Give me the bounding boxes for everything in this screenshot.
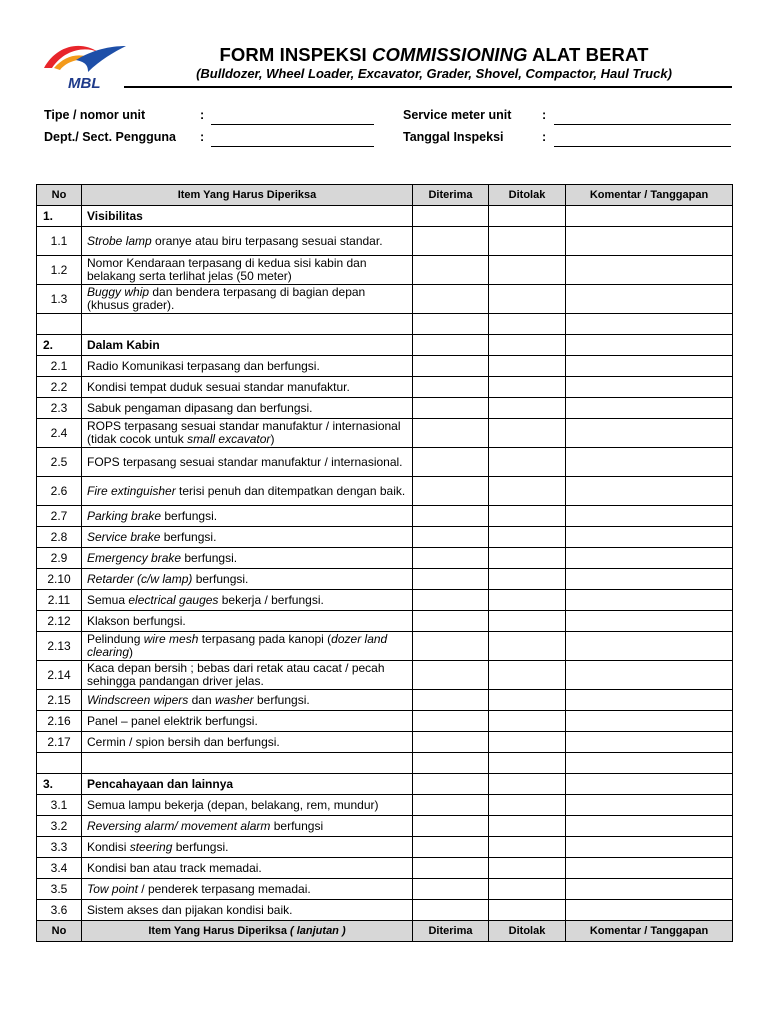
rejected-cell[interactable] xyxy=(489,448,566,477)
comment-cell[interactable] xyxy=(566,419,733,448)
rejected-cell[interactable] xyxy=(489,285,566,314)
item-text: Kondisi ban atau track memadai. xyxy=(87,860,262,875)
section-number: 2. xyxy=(37,335,82,356)
item-term: Buggy whip xyxy=(87,285,150,299)
inspection-table xyxy=(36,184,733,942)
item-term: Strobe lamp xyxy=(87,233,152,248)
rejected-cell[interactable] xyxy=(489,837,566,858)
item-description xyxy=(82,448,413,477)
item-number: 2.15 xyxy=(37,690,82,711)
item-text: dan bendera terpasang di bagian depan (khusus grader). xyxy=(87,285,366,312)
comment-cell[interactable] xyxy=(566,448,733,477)
item-text: Panel – panel elektrik berfungsi. xyxy=(87,713,258,728)
accepted-cell[interactable] xyxy=(413,227,489,256)
rejected-cell[interactable] xyxy=(489,795,566,816)
item-number: 2.17 xyxy=(37,732,82,753)
comment-cell[interactable] xyxy=(566,227,733,256)
accepted-cell[interactable] xyxy=(413,732,489,753)
comment-cell[interactable] xyxy=(566,590,733,611)
table-row xyxy=(37,632,733,661)
department-field[interactable] xyxy=(211,146,374,147)
accepted-cell[interactable] xyxy=(413,900,489,921)
item-description xyxy=(82,227,413,256)
accepted-cell[interactable] xyxy=(413,569,489,590)
accepted-cell[interactable] xyxy=(413,256,489,285)
service-meter-colon: : xyxy=(542,108,547,122)
item-text: berfungsi xyxy=(270,818,324,833)
item-text: terpasang pada kanopi ( xyxy=(198,632,332,646)
empty-cell xyxy=(37,314,82,335)
accepted-cell[interactable] xyxy=(413,398,489,419)
header-comment: Komentar / Tanggapan xyxy=(566,921,733,942)
item-text: berfungsi. xyxy=(192,571,249,586)
accepted-cell[interactable] xyxy=(413,711,489,732)
item-text: Nomor Kendaraan terpasang di kedua sisi kabin dan belakang serta terlihat jelas (50 meter) xyxy=(87,256,367,283)
item-description xyxy=(82,356,413,377)
item-term: steering xyxy=(129,839,173,854)
company-logo xyxy=(40,38,128,90)
item-number: 1.1 xyxy=(37,227,82,256)
item-text: dan xyxy=(188,692,215,707)
header-item xyxy=(82,185,413,206)
accepted-cell[interactable] xyxy=(413,632,489,661)
rejected-cell[interactable] xyxy=(489,711,566,732)
item-text: Kondisi xyxy=(87,839,130,854)
department-label: Dept./ Sect. Pengguna xyxy=(44,130,176,144)
item-description xyxy=(82,816,413,837)
item-text: Pelindung xyxy=(87,632,144,646)
table-row xyxy=(37,477,733,506)
accepted-cell[interactable] xyxy=(413,285,489,314)
accepted-cell[interactable] xyxy=(413,590,489,611)
item-text: Cermin / spion bersih dan berfungsi. xyxy=(87,734,280,749)
section-title: Dalam Kabin xyxy=(82,335,413,356)
section-number: 1. xyxy=(37,206,82,227)
table-row xyxy=(37,858,733,879)
header-item-suffix: ( lanjutan ) xyxy=(290,924,346,937)
comment-cell[interactable] xyxy=(566,661,733,690)
accepted-cell[interactable] xyxy=(413,774,489,795)
accepted-cell[interactable] xyxy=(413,879,489,900)
department-colon: : xyxy=(200,130,205,144)
item-term: small excavator xyxy=(187,432,271,446)
section-title: Pencahayaan dan lainnya xyxy=(82,774,413,795)
rejected-cell[interactable] xyxy=(489,816,566,837)
item-description xyxy=(82,632,413,661)
section-number: 3. xyxy=(37,774,82,795)
spacer-row xyxy=(37,314,733,335)
item-description xyxy=(82,661,413,690)
item-number: 3.2 xyxy=(37,816,82,837)
rejected-cell[interactable] xyxy=(489,356,566,377)
item-description xyxy=(82,611,413,632)
table-row xyxy=(37,732,733,753)
item-text: Kondisi tempat duduk sesuai standar manufaktur. xyxy=(87,379,350,394)
empty-cell xyxy=(566,314,733,335)
item-number: 2.14 xyxy=(37,661,82,690)
item-description xyxy=(82,377,413,398)
table-row xyxy=(37,795,733,816)
comment-cell[interactable] xyxy=(566,548,733,569)
item-number: 2.6 xyxy=(37,477,82,506)
header-rejected: Ditolak xyxy=(489,921,566,942)
item-number: 1.3 xyxy=(37,285,82,314)
comment-cell[interactable] xyxy=(566,632,733,661)
title-part1: FORM INSPEKSI xyxy=(219,44,372,65)
item-text: Klakson berfungsi. xyxy=(87,613,186,628)
item-text: ) xyxy=(270,432,275,446)
comment-cell[interactable] xyxy=(566,569,733,590)
accepted-cell[interactable] xyxy=(413,527,489,548)
inspection-date-label: Tanggal Inspeksi xyxy=(403,130,504,144)
item-term: Service brake xyxy=(87,529,161,544)
item-text: Radio Komunikasi terpasang dan berfungsi. xyxy=(87,358,320,373)
accepted-cell[interactable] xyxy=(413,690,489,711)
accepted-cell[interactable] xyxy=(413,795,489,816)
comment-cell[interactable] xyxy=(566,900,733,921)
item-text: terisi penuh dan ditempatkan dengan baik. xyxy=(175,483,406,498)
comment-cell[interactable] xyxy=(566,335,733,356)
item-text: berfungsi. xyxy=(181,550,238,565)
item-text: berfungsi. xyxy=(160,529,217,544)
item-text: FOPS terpasang sesuai standar manufaktur / internasional. xyxy=(87,454,403,469)
item-term: Windscreen wipers xyxy=(87,692,189,707)
rejected-cell[interactable] xyxy=(489,227,566,256)
item-description xyxy=(82,590,413,611)
header-comment: Komentar / Tanggapan xyxy=(566,185,733,206)
item-text: oranye atau biru terpasang sesuai standar. xyxy=(151,233,383,248)
table-row xyxy=(37,548,733,569)
item-number: 3.3 xyxy=(37,837,82,858)
header-rule xyxy=(124,86,732,88)
unit-type-label: Tipe / nomor unit xyxy=(44,108,146,122)
item-term: Fire extinguisher xyxy=(87,483,176,498)
item-description xyxy=(82,879,413,900)
item-description xyxy=(82,527,413,548)
item-text: Sistem akses dan pijakan kondisi baik. xyxy=(87,902,293,917)
page-subtitle: (Bulldozer, Wheel Loader, Excavator, Grader, Shovel, Compactor, Haul Truck) xyxy=(196,66,672,81)
comment-cell[interactable] xyxy=(566,711,733,732)
accepted-cell[interactable] xyxy=(413,506,489,527)
header-accepted: Diterima xyxy=(413,185,489,206)
section-row xyxy=(37,774,733,795)
accepted-cell[interactable] xyxy=(413,611,489,632)
comment-cell[interactable] xyxy=(566,527,733,548)
item-number: 2.9 xyxy=(37,548,82,569)
item-description xyxy=(82,285,413,314)
item-text: ROPS terpasang sesuai standar manufaktur / internasional (tidak cocok untuk xyxy=(87,419,401,446)
item-text: Semua xyxy=(87,592,129,607)
rejected-cell[interactable] xyxy=(489,548,566,569)
item-description xyxy=(82,256,413,285)
unit-type-colon: : xyxy=(200,108,205,122)
table-row xyxy=(37,285,733,314)
accepted-cell[interactable] xyxy=(413,477,489,506)
accepted-cell[interactable] xyxy=(413,661,489,690)
table-row xyxy=(37,398,733,419)
item-description xyxy=(82,837,413,858)
item-number: 2.8 xyxy=(37,527,82,548)
rejected-cell[interactable] xyxy=(489,732,566,753)
table-row xyxy=(37,377,733,398)
comment-cell[interactable] xyxy=(566,356,733,377)
table-row xyxy=(37,690,733,711)
empty-cell xyxy=(489,753,566,774)
comment-cell[interactable] xyxy=(566,879,733,900)
header-no: No xyxy=(37,921,82,942)
header-item xyxy=(82,921,413,942)
item-description xyxy=(82,690,413,711)
item-description xyxy=(82,711,413,732)
table-row xyxy=(37,227,733,256)
item-term: Emergency brake xyxy=(87,550,182,565)
rejected-cell[interactable] xyxy=(489,527,566,548)
table-row xyxy=(37,611,733,632)
comment-cell[interactable] xyxy=(566,816,733,837)
item-text: berfungsi. xyxy=(172,839,229,854)
item-description xyxy=(82,858,413,879)
item-term: Parking brake xyxy=(87,508,162,523)
comment-cell[interactable] xyxy=(566,690,733,711)
rejected-cell[interactable] xyxy=(489,900,566,921)
table-footer-header-row xyxy=(37,921,733,942)
item-term: washer xyxy=(214,692,254,707)
table-row xyxy=(37,661,733,690)
table-row xyxy=(37,527,733,548)
item-number: 2.3 xyxy=(37,398,82,419)
title-part2: ALAT BERAT xyxy=(527,44,649,65)
item-term: wire mesh xyxy=(143,632,199,646)
item-description xyxy=(82,795,413,816)
spacer-row xyxy=(37,753,733,774)
item-number: 3.5 xyxy=(37,879,82,900)
header-item-label: Item Yang Harus Diperiksa xyxy=(148,924,287,937)
empty-cell xyxy=(413,314,489,335)
accepted-cell[interactable] xyxy=(413,837,489,858)
item-term: electrical gauges xyxy=(128,592,219,607)
item-description xyxy=(82,477,413,506)
item-number: 2.4 xyxy=(37,419,82,448)
table-row xyxy=(37,256,733,285)
empty-cell xyxy=(489,314,566,335)
accepted-cell[interactable] xyxy=(413,335,489,356)
item-description xyxy=(82,398,413,419)
table-row xyxy=(37,506,733,527)
table-row xyxy=(37,900,733,921)
accepted-cell[interactable] xyxy=(413,377,489,398)
section-title: Visibilitas xyxy=(82,206,413,227)
comment-cell[interactable] xyxy=(566,774,733,795)
item-text: / penderek terpasang memadai. xyxy=(137,881,311,896)
accepted-cell[interactable] xyxy=(413,448,489,477)
rejected-cell[interactable] xyxy=(489,206,566,227)
empty-cell xyxy=(82,314,413,335)
rejected-cell[interactable] xyxy=(489,590,566,611)
page-title xyxy=(150,44,718,65)
service-meter-label: Service meter unit xyxy=(403,108,512,122)
rejected-cell[interactable] xyxy=(489,879,566,900)
rejected-cell[interactable] xyxy=(489,858,566,879)
rejected-cell[interactable] xyxy=(489,335,566,356)
table-row xyxy=(37,879,733,900)
item-term: Retarder (c/w lamp) xyxy=(87,571,193,586)
item-number: 2.12 xyxy=(37,611,82,632)
rejected-cell[interactable] xyxy=(489,477,566,506)
item-number: 2.5 xyxy=(37,448,82,477)
comment-cell[interactable] xyxy=(566,477,733,506)
item-number: 2.10 xyxy=(37,569,82,590)
accepted-cell[interactable] xyxy=(413,419,489,448)
rejected-cell[interactable] xyxy=(489,661,566,690)
header-no: No xyxy=(37,185,82,206)
item-description xyxy=(82,900,413,921)
item-text: Kaca depan bersih ; bebas dari retak atau cacat / pecah sehingga pandangan driver jelas. xyxy=(87,661,385,688)
accepted-cell[interactable] xyxy=(413,356,489,377)
item-description xyxy=(82,569,413,590)
table-row xyxy=(37,711,733,732)
item-text: berfungsi. xyxy=(161,508,218,523)
rejected-cell[interactable] xyxy=(489,256,566,285)
inspection-date-field[interactable] xyxy=(554,146,731,147)
comment-cell[interactable] xyxy=(566,506,733,527)
table-row xyxy=(37,816,733,837)
table-row xyxy=(37,837,733,858)
comment-cell[interactable] xyxy=(566,398,733,419)
unit-type-field[interactable] xyxy=(211,124,374,125)
table-row xyxy=(37,569,733,590)
item-number: 2.16 xyxy=(37,711,82,732)
comment-cell[interactable] xyxy=(566,732,733,753)
item-term: Tow point xyxy=(87,881,138,896)
empty-cell xyxy=(566,753,733,774)
item-text: Sabuk pengaman dipasang dan berfungsi. xyxy=(87,400,313,415)
item-number: 3.6 xyxy=(37,900,82,921)
accepted-cell[interactable] xyxy=(413,816,489,837)
section-row xyxy=(37,335,733,356)
rejected-cell[interactable] xyxy=(489,690,566,711)
header-accepted: Diterima xyxy=(413,921,489,942)
item-description xyxy=(82,419,413,448)
title-italic: COMMISSIONING xyxy=(372,44,528,65)
accepted-cell[interactable] xyxy=(413,548,489,569)
item-description xyxy=(82,732,413,753)
logo-text: MBL xyxy=(68,75,101,90)
item-description xyxy=(82,506,413,527)
table-row xyxy=(37,448,733,477)
rejected-cell[interactable] xyxy=(489,611,566,632)
item-number: 2.2 xyxy=(37,377,82,398)
item-text: ) xyxy=(129,645,134,659)
item-number: 2.1 xyxy=(37,356,82,377)
rejected-cell[interactable] xyxy=(489,506,566,527)
comment-cell[interactable] xyxy=(566,611,733,632)
table-header-row xyxy=(37,185,733,206)
item-text: bekerja / berfungsi. xyxy=(218,592,324,607)
item-number: 3.4 xyxy=(37,858,82,879)
item-text: Semua lampu bekerja (depan, belakang, rem, mundur) xyxy=(87,797,379,812)
empty-cell xyxy=(413,753,489,774)
rejected-cell[interactable] xyxy=(489,419,566,448)
comment-cell[interactable] xyxy=(566,285,733,314)
rejected-cell[interactable] xyxy=(489,398,566,419)
comment-cell[interactable] xyxy=(566,256,733,285)
table-row xyxy=(37,419,733,448)
service-meter-field[interactable] xyxy=(554,124,731,125)
comment-cell[interactable] xyxy=(566,206,733,227)
item-number: 2.7 xyxy=(37,506,82,527)
rejected-cell[interactable] xyxy=(489,774,566,795)
comment-cell[interactable] xyxy=(566,837,733,858)
header-item-label: Item Yang Harus Diperiksa xyxy=(177,188,317,201)
table-row xyxy=(37,356,733,377)
comment-cell[interactable] xyxy=(566,858,733,879)
empty-cell xyxy=(37,753,82,774)
comment-cell[interactable] xyxy=(566,377,733,398)
item-number: 1.2 xyxy=(37,256,82,285)
rejected-cell[interactable] xyxy=(489,569,566,590)
item-number: 3.1 xyxy=(37,795,82,816)
item-term: Reversing alarm/ movement alarm xyxy=(87,818,271,833)
comment-cell[interactable] xyxy=(566,795,733,816)
item-term: dozer land clearing xyxy=(87,632,388,659)
item-description xyxy=(82,548,413,569)
section-row xyxy=(37,206,733,227)
rejected-cell[interactable] xyxy=(489,377,566,398)
accepted-cell[interactable] xyxy=(413,206,489,227)
item-number: 2.11 xyxy=(37,590,82,611)
empty-cell xyxy=(82,753,413,774)
rejected-cell[interactable] xyxy=(489,632,566,661)
table-row xyxy=(37,590,733,611)
inspection-date-colon: : xyxy=(542,130,547,144)
header-rejected: Ditolak xyxy=(489,185,566,206)
item-text: berfungsi. xyxy=(253,692,310,707)
accepted-cell[interactable] xyxy=(413,858,489,879)
item-number: 2.13 xyxy=(37,632,82,661)
